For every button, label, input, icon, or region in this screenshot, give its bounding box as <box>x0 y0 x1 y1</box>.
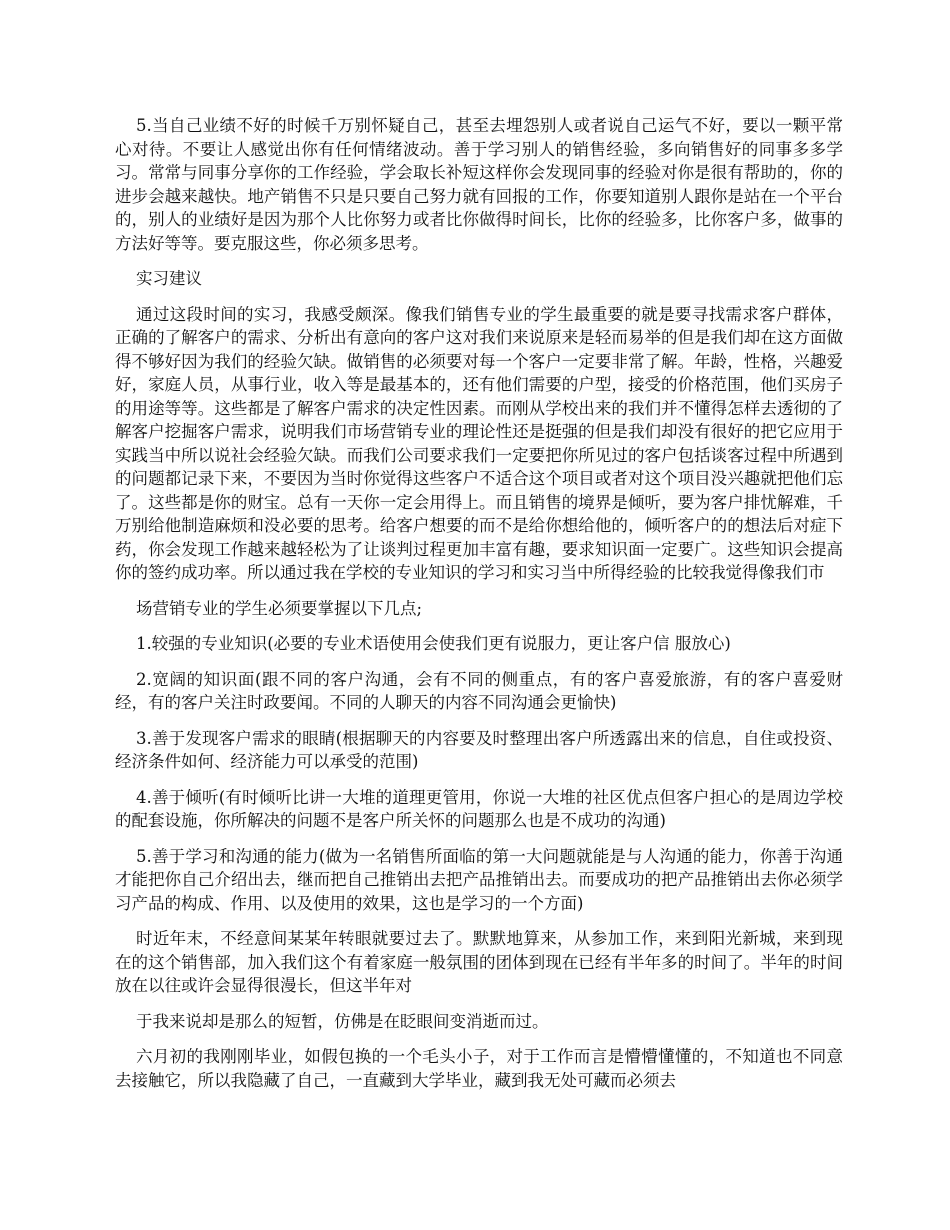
section-heading-internship-advice: 实习建议 <box>136 269 202 288</box>
paragraph-june-graduation: 六月初的我刚刚毕业，如假包换的一个毛头小子，对于工作而言是懵懵懂懂的，不知道也不同意去接触它，所以我隐藏了自己，一直藏到大学毕业，藏到我无处可藏而必须去 <box>115 1047 843 1090</box>
list-item-professional-knowledge: 1.较强的专业知识(必要的专业术语使用会使我们更有说服力，更让客户信 服放心) <box>136 634 731 653</box>
list-item-learning-communication: 5.善于学习和沟通的能力(做为一名销售所面临的第一大问题就能是与人沟通的能力，你善于沟通才能把你自己介绍出去，继而把自己推销出去把产品推销出去。而要成功的把产品推销出去你必须学习产品的构成、作用、以及使用的效果，这也是学习的一个方面) <box>115 846 843 913</box>
paragraph-key-points-intro: 场营销专业的学生必须要掌握以下几点; <box>136 598 423 618</box>
document-body <box>115 114 843 1104</box>
paragraph-year-end: 时近年末，不经意间某某年转眼就要过去了。默默地算来，从参加工作，来到阳光新城，来到现在的这个销售部，加入我们这个有着家庭一般氛围的团体到现在已经有半年多的时间了。半年的时间放在以往或许会显得很漫长，但这半年对 <box>115 929 843 995</box>
list-item-discover-needs: 3.善于发现客户需求的眼睛(根据聊天的内容要及时整理出客户所透露出来的信息，自住或投资、经济条件如何、经济能力可以承受的范围) <box>115 728 843 771</box>
paragraph-sales-mindset: 5.当自己业绩不好的时候千万别怀疑自己，甚至去埋怨别人或者说自己运气不好，要以一颗平常心对待。不要让人感觉出你有任何情绪波动。善于学习别人的销售经验，多向销售好的同事多多学习。常常与同事分享你的工作经验，学会取长补短这样你会发现同事的经验对你是很有帮助的，你的进步会越来越快。地产销售不只是只要自己努力就有回报的工作，你要知道别人跟你是站在一个平台的，别人的业绩好是因为那个人比你努力或者比你做得时间长，比你的经验多，比你客户多，做事的方法好等等。要克服这些，你必须多思考。 <box>115 116 843 253</box>
list-item-listening: 4.善于倾听(有时倾听比讲一大堆的道理更管用，你说一大堆的社区优点但客户担心的是周边学校的配套设施，你所解决的问题不是客户所关怀的问题那么也是不成功的沟通) <box>115 787 843 830</box>
list-item-broad-knowledge: 2.宽阔的知识面(跟不同的客户沟通，会有不同的侧重点，有的客户喜爱旅游，有的客户喜爱财经，有的客户关注时政要闻。不同的人聊天的内容不同沟通会更愉快) <box>115 669 843 712</box>
paragraph-internship-reflection: 通过这段时间的实习，我感受颇深。像我们销售专业的学生最重要的就是要寻找需求客户群体，正确的了解客户的需求、分析出有意向的客户这对我们来说原来是轻而易举的但是我们却在这方面做得不够好因为我们的经验欠缺。做销售的必须要对每一个客户一定要非常了解。年龄，性格，兴趣爱好，家庭人员，从事行业，收入等是最基本的，还有他们需要的户型，接受的价格范围，他们买房子的用途等等。这些都是了解客户需求的决定性因素。而刚从学校出来的我们并不懂得怎样去透彻的了解客户挖掘客户需求，说明我们市场营销专业的理论性还是挺强的但是我们却没有很好的把它应用于实践当中所以说社会经验欠缺。而我们公司要求我们一定要把你所见过的客户包括谈客过程中所遇到的问题都记录下来，不要因为当时你觉得这些客户不适合这个项目或者对这个项目没兴趣就把他们忘了。这些都是你的财宝。总有一天你一定会用得上。而且销售的境界是倾听，要为客户排忧解难，千万别给他制造麻烦和没必要的思考。给客户想要的而不是给你想给他的，倾听客户的的想法后对症下药，你会发现工作越来越轻松为了让谈判过程更加丰富有趣，要求知识面一定要广。这些知识会提高你的签约成功率。所以通过我在学校的专业知识的学习和实习当中所得经验的比较我觉得像我们市 <box>115 304 843 582</box>
paragraph-half-year-short: 于我来说却是那么的短暂，仿佛是在眨眼间变消逝而过。 <box>136 1011 549 1031</box>
